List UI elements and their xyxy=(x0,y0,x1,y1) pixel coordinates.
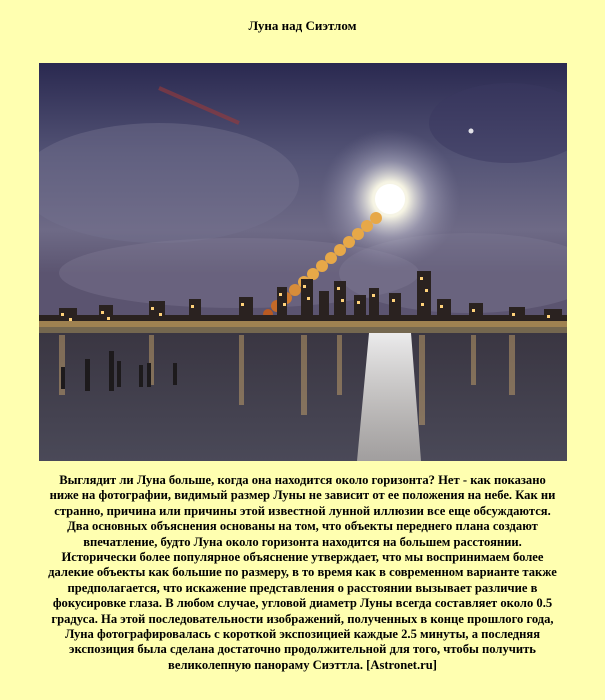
article-line: впечатление, будто Луна около горизонта находится на большем расстоянии. xyxy=(83,534,522,549)
article-line: Два основных объяснения основаны на том, что объекты переднего плана создают xyxy=(67,519,538,534)
article-line: градуса. На этой последовательности изображений, полученных в конце прошлого года, xyxy=(51,611,554,626)
article-line: далекие объекты как большие по размеру, в то время как в современном варианте также xyxy=(48,565,557,580)
moon-over-seattle-photo xyxy=(39,63,567,461)
article-line: ниже на фотографии, видимый размер Луны не зависит от ее положения на небе. Как ни xyxy=(49,488,556,503)
article-line: великолепную панораму Сиэттла. [Astronet.ru] xyxy=(168,657,437,672)
article-line: Исторически более популярное объяснение утверждает, что мы воспринимаем более xyxy=(61,550,544,565)
photo-canvas xyxy=(39,63,567,461)
article-line: экспозиция была сделана достаточно продолжительной для того, чтобы получить xyxy=(69,642,536,657)
article-line: Выглядит ли Луна больше, когда она находится около горизонта? Нет - как показано xyxy=(59,473,546,487)
article-line: Луна фотографировалась с короткой экспозицией каждые 2.5 минуты, а последняя xyxy=(64,627,541,642)
article-line: предполагается, что искажение представления о расстоянии вызывает различие в xyxy=(67,580,538,595)
moon xyxy=(375,184,405,214)
article-line: странно, причина или причины этой известной лунной иллюзии все еще обсуждаются. xyxy=(54,503,551,518)
article-text xyxy=(30,473,575,673)
page-title: Луна над Сиэтлом xyxy=(248,18,357,33)
article-line: фокусировке глаза. В любом случае, угловой диаметр Луны всегда составляет около 0.5 xyxy=(52,596,553,611)
